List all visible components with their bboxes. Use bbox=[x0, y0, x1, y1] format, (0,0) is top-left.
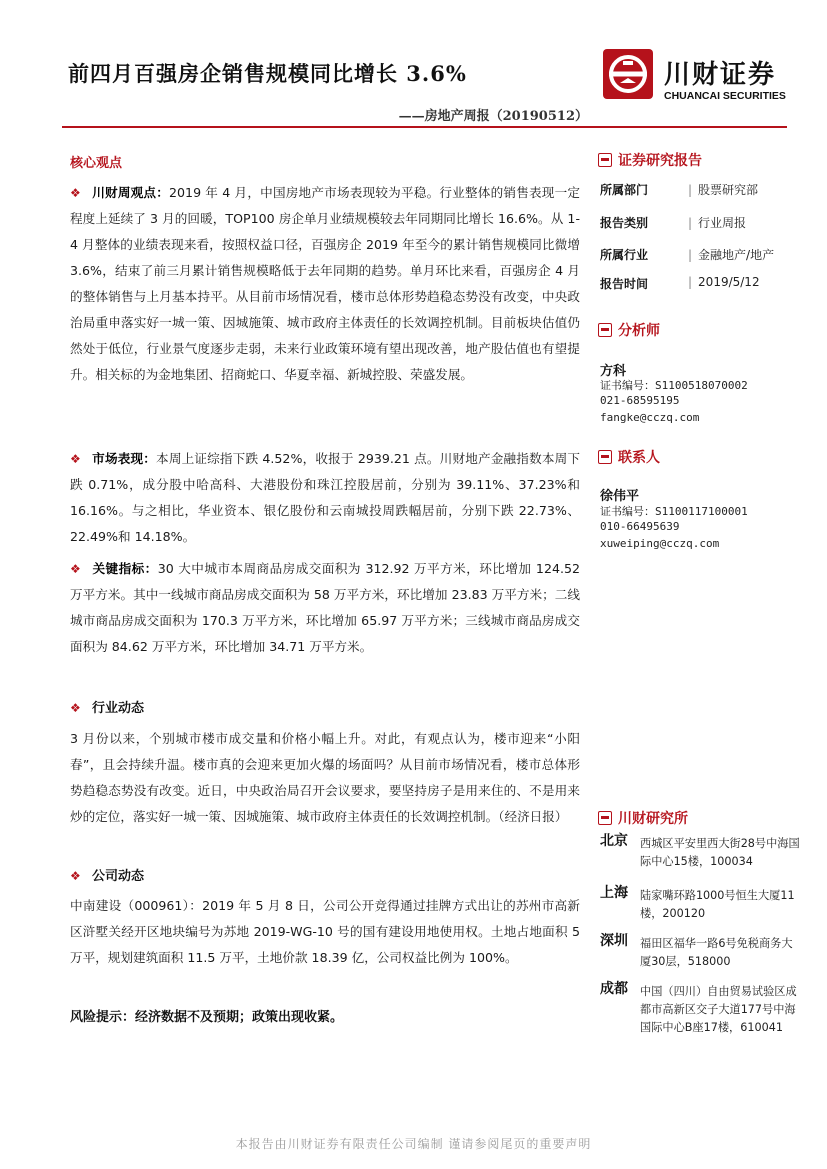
analyst-email[interactable]: fangke@cczq.com bbox=[600, 411, 700, 424]
chuancai-logo-icon bbox=[603, 49, 653, 99]
weekly-view-label: 川财周观点： bbox=[92, 185, 170, 200]
company-news-title: 公司动态 bbox=[92, 869, 145, 884]
section-marker-icon bbox=[598, 153, 612, 167]
page-footer-disclaimer: 本报告由川财证券有限责任公司编制 谨请参阅尾页的重要声明 bbox=[235, 1137, 592, 1151]
office-city-shanghai: 上海 bbox=[600, 885, 628, 901]
industry-news-heading bbox=[70, 697, 144, 716]
meta-key: 所属部门 bbox=[600, 183, 649, 197]
analyst-cert: 证书编号：S1100518070002 bbox=[600, 379, 748, 392]
securities-report-title: 证券研究报告 bbox=[618, 153, 702, 169]
office-address-shanghai: 陆家嘴环路1000号恒生大厦11楼，200120 bbox=[640, 889, 795, 920]
meta-value: | 股票研究部 bbox=[688, 181, 758, 198]
diamond-bullet-icon: ❖ bbox=[70, 701, 81, 715]
diamond-bullet-icon: ❖ bbox=[70, 869, 81, 883]
key-indicators-paragraph bbox=[70, 556, 580, 660]
key-indicators-label: 关键指标： bbox=[92, 561, 158, 576]
institute-heading bbox=[598, 808, 688, 828]
market-performance-text: 本周上证综指下跌 4.52%，收报于 2939.21 点。川财地产金融指数本周下跌 0.71%，成分股中哈高科、大港股份和珠江控股居前，分别为 39.11%、37.23%和 16.16%。与之相比，华业资本、银亿股份和云南城投周跌幅居前，分别下跌 22.73%、22.49%和 14.18%。 bbox=[70, 451, 580, 544]
office-city-shenzhen: 深圳 bbox=[600, 933, 628, 949]
office-address-beijing: 西城区平安里西大街28号中海国际中心15楼，100034 bbox=[640, 837, 800, 868]
office-city-chengdu: 成都 bbox=[600, 981, 628, 997]
contact-name: 徐伟平 bbox=[600, 489, 640, 504]
diamond-bullet-icon: ❖ bbox=[70, 562, 81, 576]
weekly-view-paragraph bbox=[70, 180, 580, 388]
diamond-bullet-icon: ❖ bbox=[70, 452, 81, 466]
section-marker-icon bbox=[598, 450, 612, 464]
contact-title: 联系人 bbox=[618, 450, 660, 466]
diamond-bullet-icon: ❖ bbox=[70, 186, 81, 200]
analyst-title: 分析师 bbox=[618, 323, 660, 339]
contact-heading bbox=[598, 447, 660, 467]
meta-value: | 金融地产/地产 bbox=[688, 246, 774, 263]
market-performance-label: 市场表现： bbox=[92, 451, 157, 466]
brand-name-en: CHUANCAI SECURITIES bbox=[664, 90, 786, 102]
core-view-heading: 核心观点 bbox=[70, 156, 123, 171]
meta-key: 报告类别 bbox=[600, 216, 649, 230]
key-indicators-text: 30 大中城市本周商品房成交面积为 312.92 万平方米，环比增加 124.52 万平方米。其中一线城市商品房成交面积为 58 万平方米，环比增加 23.83 万平方米；二线城市商品房成交面积为 170.3 万平方米，环比增加 65.97 万平方米；三线城市商品房成交面积为 84.62 万平方米，环比增加 34.71 万平方米。 bbox=[70, 561, 580, 654]
company-news-heading bbox=[70, 865, 144, 884]
industry-news-text: 3 月份以来，个别城市楼市成交量和价格小幅上升。对此，有观点认为，楼市迎来“小阳春”，且会持续升温。楼市真的会迎来更加火爆的场面吗？从目前市场情况看，楼市总体形势趋稳态势没有改变。近日，中央政治局召开会议要求，要坚持房子是用来住的、不是用来炒的定位，落实好一城一策、因城施策、城市政府主体责任的长效调控机制。（经济日报） bbox=[70, 731, 580, 824]
brand-name-cn: 川财证券 bbox=[664, 60, 777, 90]
meta-value: | 2019/5/12 bbox=[688, 275, 760, 289]
meta-key: 所属行业 bbox=[600, 248, 649, 262]
section-marker-icon bbox=[598, 323, 612, 337]
analyst-name: 方科 bbox=[600, 364, 627, 379]
company-news-text: 中南建设（000961）：2019 年 5 月 8 日，公司公开竞得通过挂牌方式出让的苏州市高新区浒墅关经开区地块编号为苏地 2019-WG-10 号的国有建设用地使用权。土地占地面积 5 万平，规划建筑面积 11.5 万平，土地价款 18.39 亿，公司权益比例为 100%。 bbox=[70, 898, 580, 965]
report-title: 前四月百强房企销售规模同比增长 3.6% bbox=[68, 61, 467, 86]
analyst-phone: 021-68595195 bbox=[600, 394, 680, 407]
analyst-heading bbox=[598, 320, 660, 340]
contact-phone: 010-66495639 bbox=[600, 520, 680, 533]
office-city-beijing: 北京 bbox=[600, 833, 628, 849]
industry-news-title: 行业动态 bbox=[92, 701, 145, 716]
contact-cert: 证书编号：S1100117100001 bbox=[600, 505, 748, 518]
market-performance-paragraph bbox=[70, 446, 580, 550]
header-divider bbox=[62, 126, 787, 128]
meta-value: | 行业周报 bbox=[688, 214, 746, 231]
meta-key: 报告时间 bbox=[600, 277, 649, 291]
office-address-shenzhen: 福田区福华一路6号免税商务大厦30层，518000 bbox=[640, 937, 793, 968]
contact-email[interactable]: xuweiping@cczq.com bbox=[600, 537, 720, 550]
risk-warning: 风险提示：经济数据不及预期；政策出现收紧。 bbox=[70, 1010, 344, 1025]
report-subtitle: ——房地产周报（20190512） bbox=[398, 109, 588, 124]
securities-report-heading bbox=[598, 150, 702, 170]
institute-title: 川财研究所 bbox=[618, 811, 688, 827]
office-address-chengdu: 中国（四川）自由贸易试验区成都市高新区交子大道177号中海国际中心B座17楼，610041 bbox=[640, 985, 797, 1034]
weekly-view-text: 2019 年 4 月，中国房地产市场表现较为平稳。行业整体的销售表现一定程度上延续了 3 月的回暖，TOP100 房企单月业绩规模较去年同期同比增长 16.6%。从 1-4 月整体的业绩表现来看，按照权益口径，百强房企 2019 年至今的累计销售规模同比微增 3.6%，结束了前三月累计销售规模略低于去年同期的趋势。单月环比来看，百强房企 4 月的整体销售与上月基本持平。从目前市场情况看，楼市总体形势趋稳态势没有改变，中央政治局重申落实好一城一策、因城施策、城市政府主体责任的长效调控机制。目前板块估值仍然处于低位，行业景气度逐步走弱，未来行业政策环境有望出现改善，地产股估值也有望提升。相关标的为金地集团、招商蛇口、华夏幸福、新城控股、荣盛发展。 bbox=[70, 185, 580, 382]
section-marker-icon bbox=[598, 811, 612, 825]
